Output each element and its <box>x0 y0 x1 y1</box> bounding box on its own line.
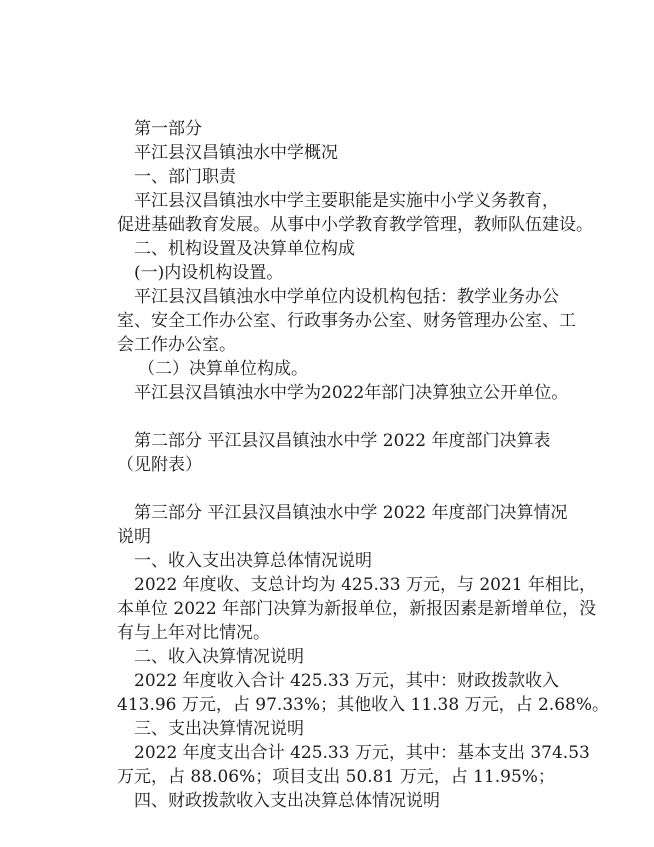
section-heading: 二、机构设置及决算单位构成 <box>134 239 355 259</box>
paragraph-line: 413.96 万元，占 97.33%；其他收入 11.38 万元，占 2.68%。 <box>117 695 609 715</box>
subsection-heading: (一)内设机构设置。 <box>134 263 284 283</box>
paragraph-line: 促进基础教育发展。从事中小学教育教学管理，教师队伍建设。 <box>117 215 593 235</box>
paragraph-line: 2022 年度收、支总计均为 425.33 万元，与 2021 年相比， <box>134 575 597 595</box>
part2-heading-cont: （见附表） <box>117 455 202 475</box>
paragraph-line: 本单位 2022 年部门决算为新报单位，新报因素是新增单位，没 <box>117 599 597 619</box>
paragraph-line: 2022 年度收入合计 425.33 万元，其中：财政拨款收入 <box>134 671 559 691</box>
section-heading: 三、支出决算情况说明 <box>134 719 304 739</box>
paragraph-line: 有与上年对比情况。 <box>117 623 270 643</box>
paragraph-line: 平江县汉昌镇浊水中学单位内设机构包括：教学业务办公 <box>134 287 559 307</box>
part1-title: 平江县汉昌镇浊水中学概况 <box>134 143 338 163</box>
paragraph-line: 平江县汉昌镇浊水中学主要职能是实施中小学义务教育， <box>134 191 559 211</box>
paragraph-line: 2022 年度支出合计 425.33 万元，其中：基本支出 374.53 <box>134 743 590 763</box>
paragraph-line: 平江县汉昌镇浊水中学为2022年部门决算独立公开单位。 <box>134 383 569 403</box>
paragraph-line: 室、安全工作办公室、行政事务办公室、财务管理办公室、工 <box>117 311 576 331</box>
part2-heading: 第二部分 平江县汉昌镇浊水中学 2022 年度部门决算表 <box>134 431 551 451</box>
section-heading: 四、财政拨款收入支出决算总体情况说明 <box>134 791 440 811</box>
part3-heading: 第三部分 平江县汉昌镇浊水中学 2022 年度部门决算情况 <box>134 503 568 523</box>
part3-heading-cont: 说明 <box>117 527 151 547</box>
section-heading: 二、收入决算情况说明 <box>134 647 304 667</box>
section-heading: 一、部门职责 <box>134 167 236 187</box>
paragraph-line: 会工作办公室。 <box>117 335 236 355</box>
section-heading: 一、收入支出决算总体情况说明 <box>134 551 372 571</box>
paragraph-line: 万元，占 88.06%；项目支出 50.81 万元，占 11.95%； <box>117 767 555 787</box>
subsection-heading: （二）决算单位构成。 <box>138 359 308 379</box>
part1-heading: 第一部分 <box>134 119 202 139</box>
